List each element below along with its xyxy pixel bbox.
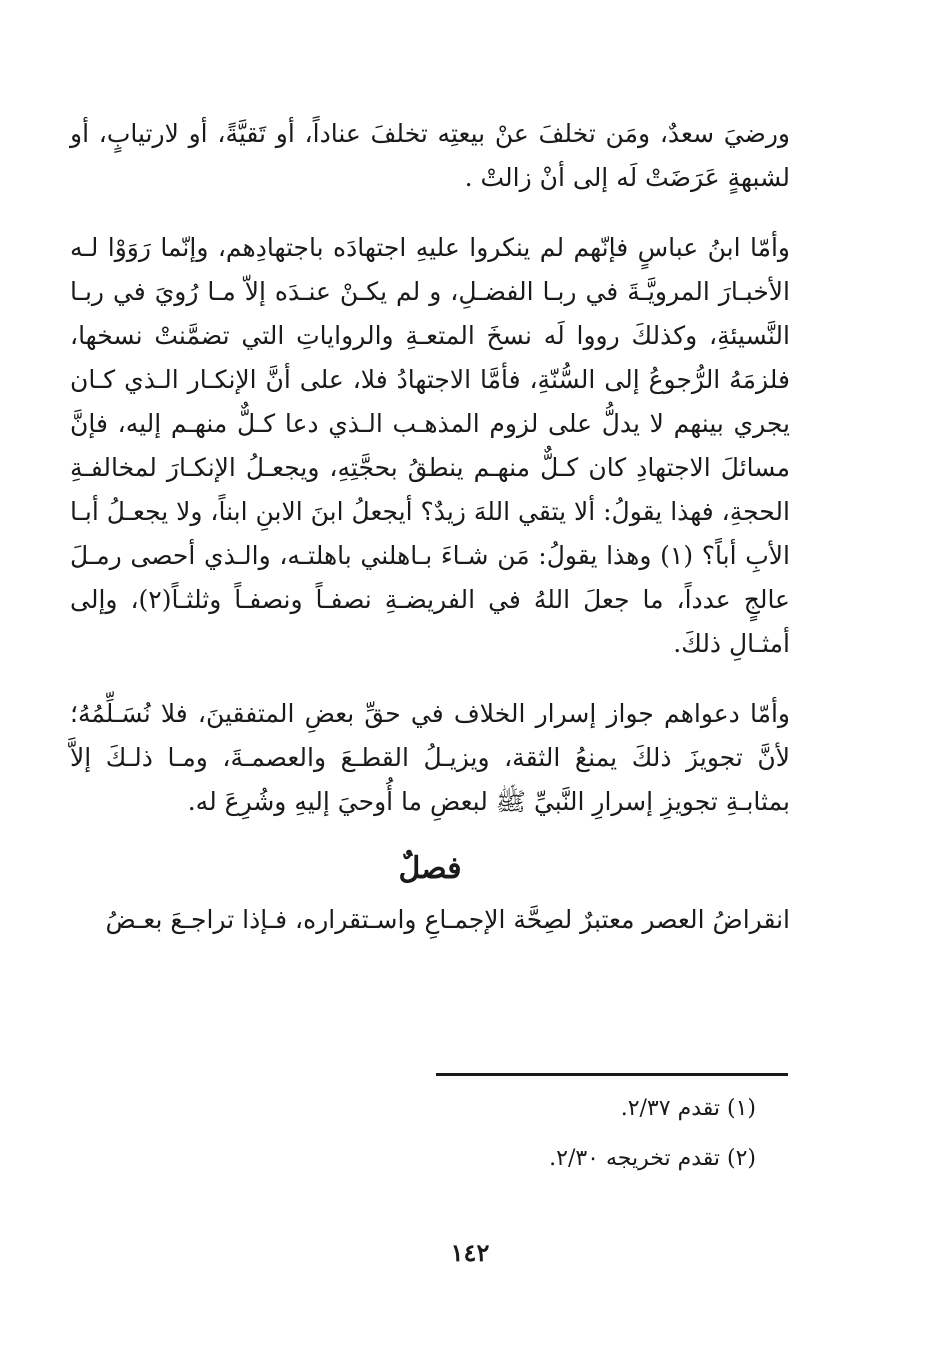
page-body [70,112,790,942]
paragraph-4: انقراضُ العصر معتبرٌ لصِحَّة الإجمـاعِ واسـتقراره، فـإذا تراجـعَ بعـضُ [105,905,790,934]
footnote-1: (١) تقدم ٢/٣٧. [620,1096,756,1121]
paragraph-2: وأمّا ابنُ عباسٍ فإنّهم لم ينكروا عليهِ اجتهادَه باجتهادِهم، وإنّما رَوَوْا لـه الأخبـارَ المرويَّـةَ في ربـا الفضـلِ، و لم يكـنْ عنـدَه إلاّ مـا رُويَ في ربـا النَّسيئةِ، وكذلكَ رووا لَه نسخَ المتعـةِ والرواياتِ التي تضمَّنتْ نسخها، فلزمَهُ الرُّجوعُ إلى السُّنّةِ، فأمَّا الاجتهادُ فلا، على أنَّ الإنكـار الـذي كـان يجري بينهم لا يدلُّ على لزوم المذهـب الـذي دعا كـلٌّ منهـم إليه، فإنَّ مسائلَ الاجتهادِ كان كـلٌّ منهـم ينطقُ بحجَّتِهِ، ويجعـلُ الإنكـارَ لمخالفـةِ الحجةِ، فهذا يقولُ: ألا يتقي اللهَ زيدٌ؟ أيجعلُ ابنَ الابنِ ابناً، ولا يجعـلُ أبـا الأبِ أباً؟ (١) وهذا يقولُ: مَن شـاءَ بـاهلني باهلتـه، والـذي أحصى رمـلَ عالجٍ عدداً، ما جعلَ اللهُ في الفريضـةِ نصفـاً ونصفـاً وثلثـاً(٢)، وإلى أمثـالِ ذلكَ. [69,233,790,658]
section-heading: فصلٌ [398,851,462,886]
page-number: ١٤٢ [450,1238,490,1267]
paragraph-1: ورضيَ سعدٌ، ومَن تخلفَ عنْ بيعتِه تخلفَ عناداً، أو تَقيَّةً، أو لارتيابٍ، أو لشبهةٍ عَرَضَتْ لَه إلى أنْ زالتْ . [70,119,790,192]
paragraph-3: وأمّا دعواهم جواز إسرار الخلاف في حقِّ بعضِ المتفقينَ، فلا نُسَـلِّمُهُ؛ لأنَّ تجويزَ ذلكَ يمنعُ الثقة، ويزيـلُ القطـعَ والعصمـةَ، ومـا ذلـكَ إلاَّ بمثابـةِ تجويزِ إسرارِ النَّبيِّ ﷺ لبعضِ ما أُوحيَ إليهِ وشُرِعَ له. [70,699,790,816]
footnotes [436,1094,756,1194]
footnote-2: (٢) تقدم تخريجه ٢/٣٠. [549,1146,756,1171]
footnote-divider [436,1073,788,1076]
